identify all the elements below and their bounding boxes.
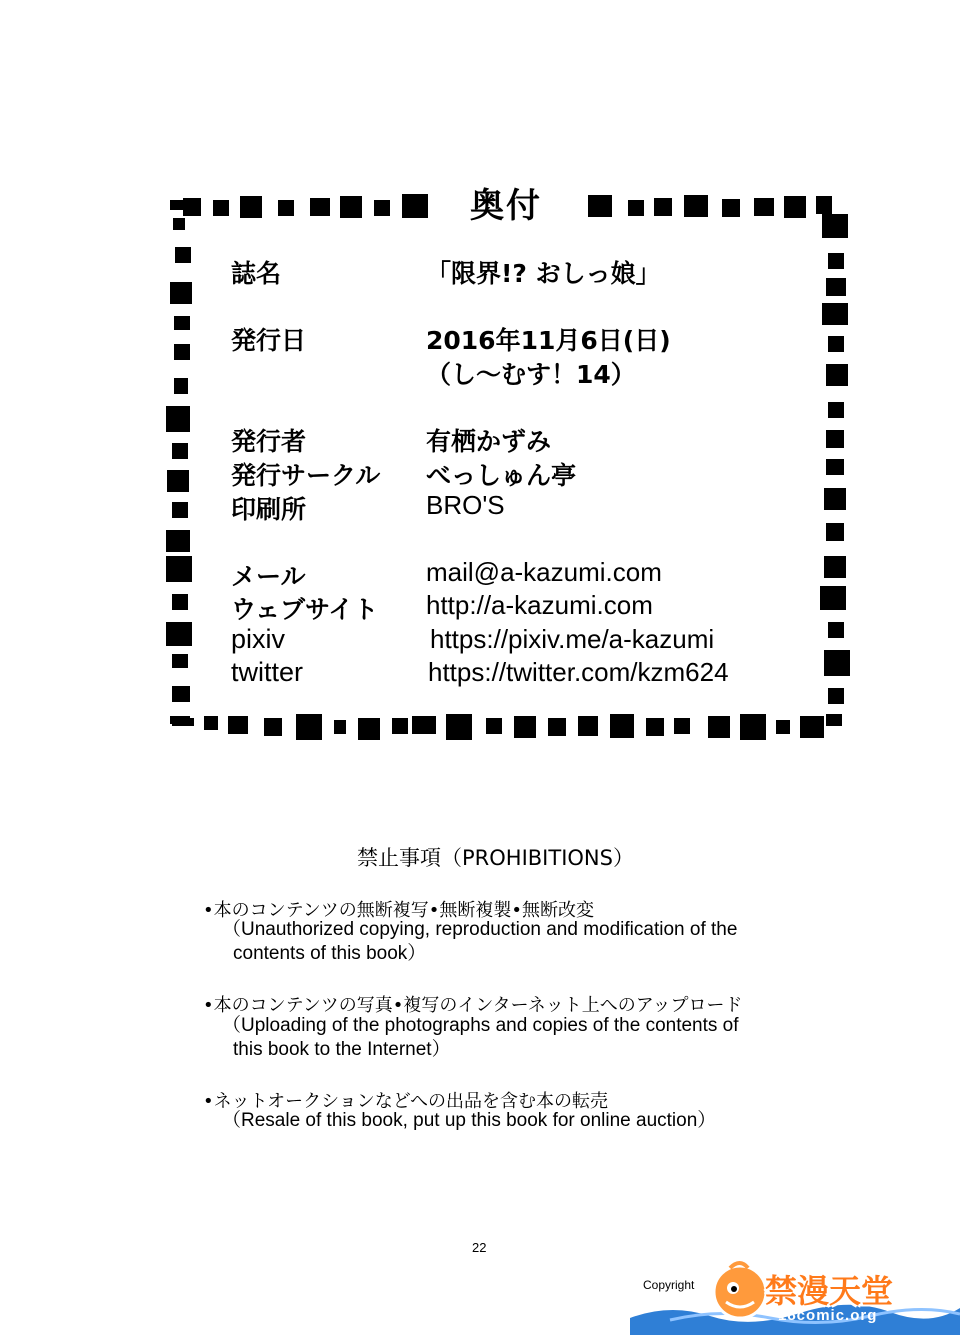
event-value: （し〜むす！14） (426, 360, 636, 389)
prohibition-item-2-en-line2: this book to the Internet） (233, 1039, 451, 1060)
circle-label: 発行サークル (231, 461, 381, 490)
twitter-label: twitter (231, 657, 304, 687)
page-number: 22 (472, 1240, 487, 1255)
prohibition-item-3: •ネットオークションなどへの出品を含む本の転売 (203, 1091, 608, 1112)
date-label: 発行日 (231, 326, 307, 355)
prohibitions-title: 禁止事項（PROHIBITIONS） (357, 846, 634, 870)
publisher-value: 有栖かずみ (426, 427, 552, 456)
publisher-label: 発行者 (231, 427, 307, 456)
twitter-value: https://twitter.com/kzm624 (428, 657, 729, 687)
prohibition-item-3-en-line1: （Resale of this book, put up this book for online auction） (222, 1110, 717, 1131)
prohibition-item-1: •本のコンテンツの無断複写•無断複製•無断改変 (203, 900, 594, 921)
pixiv-label: pixiv (231, 624, 286, 654)
watermark-copyright: Copyright (643, 1278, 695, 1292)
prohibition-item-1-en-line2: contents of this book） (233, 943, 427, 964)
prohibition-item-1-en-line1: （Unauthorized copying, reproduction and modification of the (222, 919, 738, 940)
pixiv-value: https://pixiv.me/a-kazumi (430, 624, 715, 654)
website-label: ウェブサイト (231, 595, 379, 624)
prohibition-item-2: •本のコンテンツの写真•複写のインターネット上へのアップロード (203, 995, 743, 1016)
prohibition-item-2-en-line1: （Uploading of the photographs and copies of the contents of (222, 1015, 739, 1036)
watermark-brand: 禁漫天堂 (765, 1272, 894, 1310)
magazine-value: 「限界!? おしっ娘」 (426, 259, 661, 288)
website-value: http://a-kazumi.com (426, 590, 653, 620)
date-value: 2016年11月6日(日) (426, 326, 671, 355)
mail-value: mail@a-kazumi.com (426, 557, 662, 587)
mail-label: メール (231, 562, 306, 591)
circle-value: べっしゅん亭 (426, 461, 577, 490)
colophon-title: 奥付 (470, 186, 542, 226)
printer-value: BRO'S (426, 490, 505, 520)
printer-label: 印刷所 (231, 495, 307, 524)
watermark-url: 18comic.org (778, 1307, 878, 1324)
magazine-label: 誌名 (231, 259, 282, 288)
